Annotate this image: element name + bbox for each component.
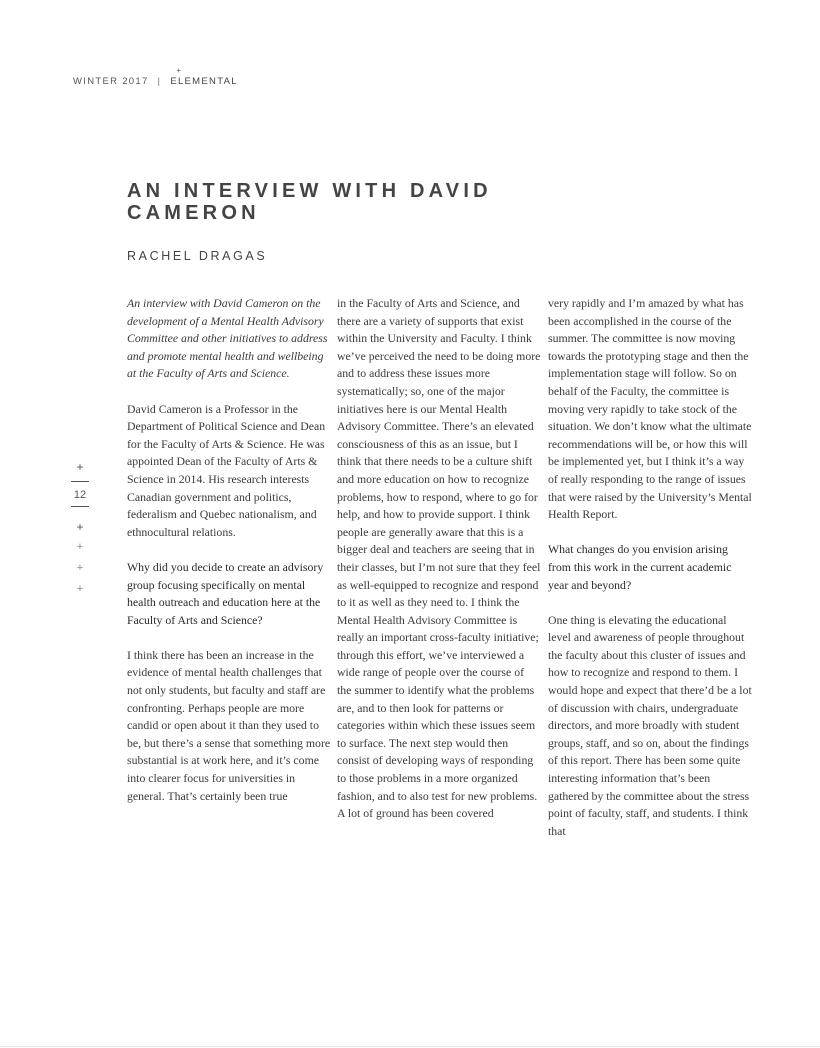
text-column-1 <box>127 295 331 823</box>
article-title: AN INTERVIEW WITH DAVID CAMERON <box>127 180 492 224</box>
article-intro: An interview with David Cameron on the development of a Mental Health Advisory Committee and other initiatives to address and promote mental health and wellbeing at the Faculty of Arts and Science. <box>127 296 328 381</box>
margin-page-marker <box>68 457 92 600</box>
interview-answer: I think there has been an increase in the evidence of mental health challenges that not only students, but faculty and staff are confronting. Perhaps people are more candid or open about it than they used to be, but there’s a sense that something more substantial is at work here, and it’s come into clearer focus for universities in general. That’s certainly been true <box>127 647 331 803</box>
plus-icon: + <box>176 66 183 75</box>
divider <box>71 481 89 482</box>
publication-name <box>170 66 238 87</box>
header-separator: | <box>157 76 162 87</box>
issue-season: WINTER 2017 <box>73 76 149 87</box>
interview-answer: in the Faculty of Arts and Science, and there are a variety of supports that exist within the University and Faculty. I think we’ve perceived the need to be doing more and to address these issues more systematically; so, one of the major initiatives here is our Mental Health Advisory Committee. There’s an elevated consciousness of this as an issue, but I think that there needs to be a culture shift and more education on how to recognize problems, how to respond, where to go for help, and how to provide support. I think people are generally aware that this is a bigger deal and teachers are seeing that in their classes, but I’m not sure that they feel as well-equipped to recognize and respond to it as well as they need to. I think the Mental Health Advisory Committee is really an important cross-faculty initiative; through this effort, we’ve interviewed a wide range of people over the course of the summer to identify what the problems are, and to then look for patterns or categories within which these issues seem to surface. The next step would then consist of developing ways of responding to those problems in a more organized fashion, and to also test for new problems. A lot of ground has been covered <box>337 296 541 821</box>
plus-icon: + <box>76 583 84 595</box>
publication-label: ELEMENTAL <box>170 76 238 87</box>
interview-answer: very rapidly and I’m amazed by what has been accomplished in the course of the summer. The committee is now moving towards the prototyping stage and then the implementation stage will follow. So on behalf of the Faculty, the committee is moving very rapidly to take stock of the situation. We don’t know what the ultimate recommendations will be, or how this will be implemented yet, but I think it’s a way of really responding to the range of issues that were raised by the University’s Mental Health Report. <box>548 296 752 522</box>
plus-icon: + <box>76 460 84 474</box>
page-bottom-edge <box>0 1046 820 1047</box>
plus-icon: + <box>76 520 84 534</box>
page-number: 12 <box>73 489 87 501</box>
running-header <box>73 66 238 87</box>
interview-question: Why did you decide to create an advisory group focusing specifically on mental health outreach and education here at the Faculty of Arts and Science? <box>127 559 324 627</box>
text-column-3 <box>548 295 752 858</box>
divider <box>71 506 89 507</box>
article-author: RACHEL DRAGAS <box>127 249 268 263</box>
text-column-2 <box>337 295 541 840</box>
plus-icon: + <box>76 562 84 574</box>
author-bio: David Cameron is a Professor in the Department of Political Science and Dean for the Faculty of Arts & Science. He was appointed Dean of the Faculty of Arts & Science in 2014. His research interests Canadian government and politics, federalism and Quebec nationalism, and ethnocultural relations. <box>127 401 326 539</box>
interview-answer: One thing is elevating the educational level and awareness of people throughout the faculty about this cluster of issues and how to recognize and respond to them. I would hope and expect that there’d be a lot of discussion with chairs, undergraduate directors, and more broadly with student groups, staff, and so on, about the findings of this report. There has been some quite interesting information that’s been gathered by the committee about the stress point of faculty, staff, and students. I think that <box>548 612 752 838</box>
plus-icon: + <box>76 541 84 553</box>
interview-question: What changes do you envision arising from this work in the current academic year and beyond? <box>548 542 732 592</box>
